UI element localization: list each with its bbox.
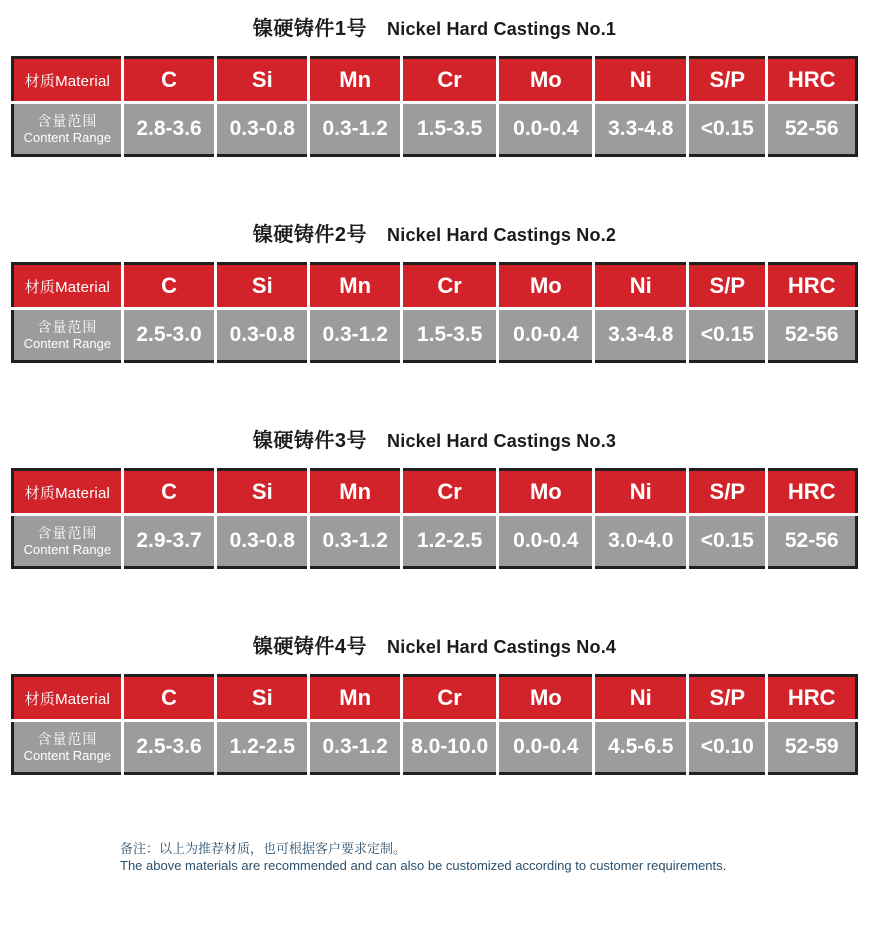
element-header-cell: HRC [767, 676, 857, 721]
value-cell: 3.3-4.8 [594, 309, 688, 362]
element-header-cell: Mn [309, 470, 402, 515]
element-header-cell: S/P [688, 676, 767, 721]
content-range-label-zh: 含量范围 [37, 524, 98, 541]
section-title-en: Nickel Hard Castings No.1 [387, 19, 617, 39]
material-header-cell: 材质Material [13, 264, 123, 309]
section-title-en: Nickel Hard Castings No.2 [387, 225, 617, 245]
table-data-row [13, 721, 857, 774]
table-header-row [13, 676, 857, 721]
element-header-cell: Mn [309, 58, 402, 103]
element-header-cell: Si [216, 58, 309, 103]
content-range-label-zh: 含量范围 [37, 318, 98, 335]
section-title-4 [11, 634, 858, 660]
table-data-row [13, 515, 857, 568]
section-title-1 [11, 16, 858, 42]
element-header-cell: C [122, 58, 216, 103]
spec-table-2 [11, 262, 858, 363]
element-header-cell: Ni [594, 470, 688, 515]
material-header-cell: 材质Material [13, 676, 123, 721]
casting-spec-section-4 [11, 634, 858, 775]
element-header-cell: Mo [498, 470, 594, 515]
element-header-cell: Mn [309, 264, 402, 309]
material-header-cell: 材质Material [13, 58, 123, 103]
element-header-cell: Ni [594, 58, 688, 103]
value-cell: 0.3-1.2 [309, 309, 402, 362]
element-header-cell: Mo [498, 58, 594, 103]
content-range-label-en: Content Range [23, 129, 112, 145]
element-header-cell: HRC [767, 58, 857, 103]
value-cell: 2.9-3.7 [122, 515, 216, 568]
casting-spec-section-2 [11, 222, 858, 363]
value-cell: 0.0-0.4 [498, 103, 594, 156]
casting-spec-section-1 [11, 16, 858, 157]
element-header-cell: S/P [688, 58, 767, 103]
section-title-zh: 镍硬铸件1号 [252, 18, 367, 40]
section-title-zh: 镍硬铸件4号 [252, 636, 367, 658]
element-header-cell: Si [216, 264, 309, 309]
spec-table-1 [11, 56, 858, 157]
content-range-label-zh: 含量范围 [37, 112, 98, 129]
element-header-cell: Cr [402, 264, 498, 309]
value-cell: 0.3-0.8 [216, 515, 309, 568]
table-header-row [13, 264, 857, 309]
content-range-label-cell [13, 103, 123, 156]
value-cell: 3.3-4.8 [594, 103, 688, 156]
element-header-cell: S/P [688, 470, 767, 515]
element-header-cell: C [122, 264, 216, 309]
element-header-cell: Si [216, 470, 309, 515]
element-header-cell: Cr [402, 676, 498, 721]
value-cell: 0.3-1.2 [309, 721, 402, 774]
casting-spec-section-3 [11, 428, 858, 569]
table-data-row [13, 309, 857, 362]
value-cell: <0.15 [688, 309, 767, 362]
content-range-label-en: Content Range [23, 747, 112, 763]
element-header-cell: S/P [688, 264, 767, 309]
section-title-2 [11, 222, 858, 248]
element-header-cell: Mo [498, 264, 594, 309]
element-header-cell: Ni [594, 676, 688, 721]
content-range-label-en: Content Range [23, 541, 112, 557]
content-range-label-cell [13, 721, 123, 774]
section-title-en: Nickel Hard Castings No.3 [387, 431, 617, 451]
spec-table-3 [11, 468, 858, 569]
value-cell: <0.15 [688, 515, 767, 568]
section-title-3 [11, 428, 858, 454]
value-cell: 0.3-1.2 [309, 103, 402, 156]
element-header-cell: C [122, 470, 216, 515]
element-header-cell: Mn [309, 676, 402, 721]
element-header-cell: Mo [498, 676, 594, 721]
element-header-cell: HRC [767, 264, 857, 309]
content-range-label-zh: 含量范围 [37, 730, 98, 747]
value-cell: 52-56 [767, 103, 857, 156]
value-cell: 4.5-6.5 [594, 721, 688, 774]
element-header-cell: C [122, 676, 216, 721]
table-header-row [13, 470, 857, 515]
value-cell: 0.0-0.4 [498, 309, 594, 362]
content-range-label-en: Content Range [23, 335, 112, 351]
value-cell: 1.5-3.5 [402, 309, 498, 362]
value-cell: 1.2-2.5 [402, 515, 498, 568]
value-cell: 0.0-0.4 [498, 721, 594, 774]
value-cell: 52-56 [767, 309, 857, 362]
value-cell: <0.10 [688, 721, 767, 774]
element-header-cell: HRC [767, 470, 857, 515]
section-title-zh: 镍硬铸件3号 [252, 430, 367, 452]
value-cell: 52-59 [767, 721, 857, 774]
value-cell: 1.2-2.5 [216, 721, 309, 774]
footer-note-zh: 备注：以上为推荐材质，也可根据客户要求定制。 [120, 841, 407, 856]
element-header-cell: Si [216, 676, 309, 721]
footer-note [120, 840, 869, 874]
value-cell: 2.5-3.6 [122, 721, 216, 774]
value-cell: 8.0-10.0 [402, 721, 498, 774]
value-cell: 2.5-3.0 [122, 309, 216, 362]
section-title-en: Nickel Hard Castings No.4 [387, 637, 617, 657]
value-cell: 1.5-3.5 [402, 103, 498, 156]
element-header-cell: Ni [594, 264, 688, 309]
value-cell: 3.0-4.0 [594, 515, 688, 568]
footer-note-en: The above materials are recommended and can also be customized according to customer requirements. [120, 858, 727, 873]
content-range-label-cell [13, 309, 123, 362]
material-header-cell: 材质Material [13, 470, 123, 515]
value-cell: 0.3-1.2 [309, 515, 402, 568]
value-cell: 0.3-0.8 [216, 103, 309, 156]
table-header-row [13, 58, 857, 103]
value-cell: 0.3-0.8 [216, 309, 309, 362]
value-cell: 52-56 [767, 515, 857, 568]
element-header-cell: Cr [402, 470, 498, 515]
value-cell: 0.0-0.4 [498, 515, 594, 568]
spec-table-4 [11, 674, 858, 775]
value-cell: 2.8-3.6 [122, 103, 216, 156]
table-data-row [13, 103, 857, 156]
element-header-cell: Cr [402, 58, 498, 103]
section-title-zh: 镍硬铸件2号 [252, 224, 367, 246]
value-cell: <0.15 [688, 103, 767, 156]
content-range-label-cell [13, 515, 123, 568]
